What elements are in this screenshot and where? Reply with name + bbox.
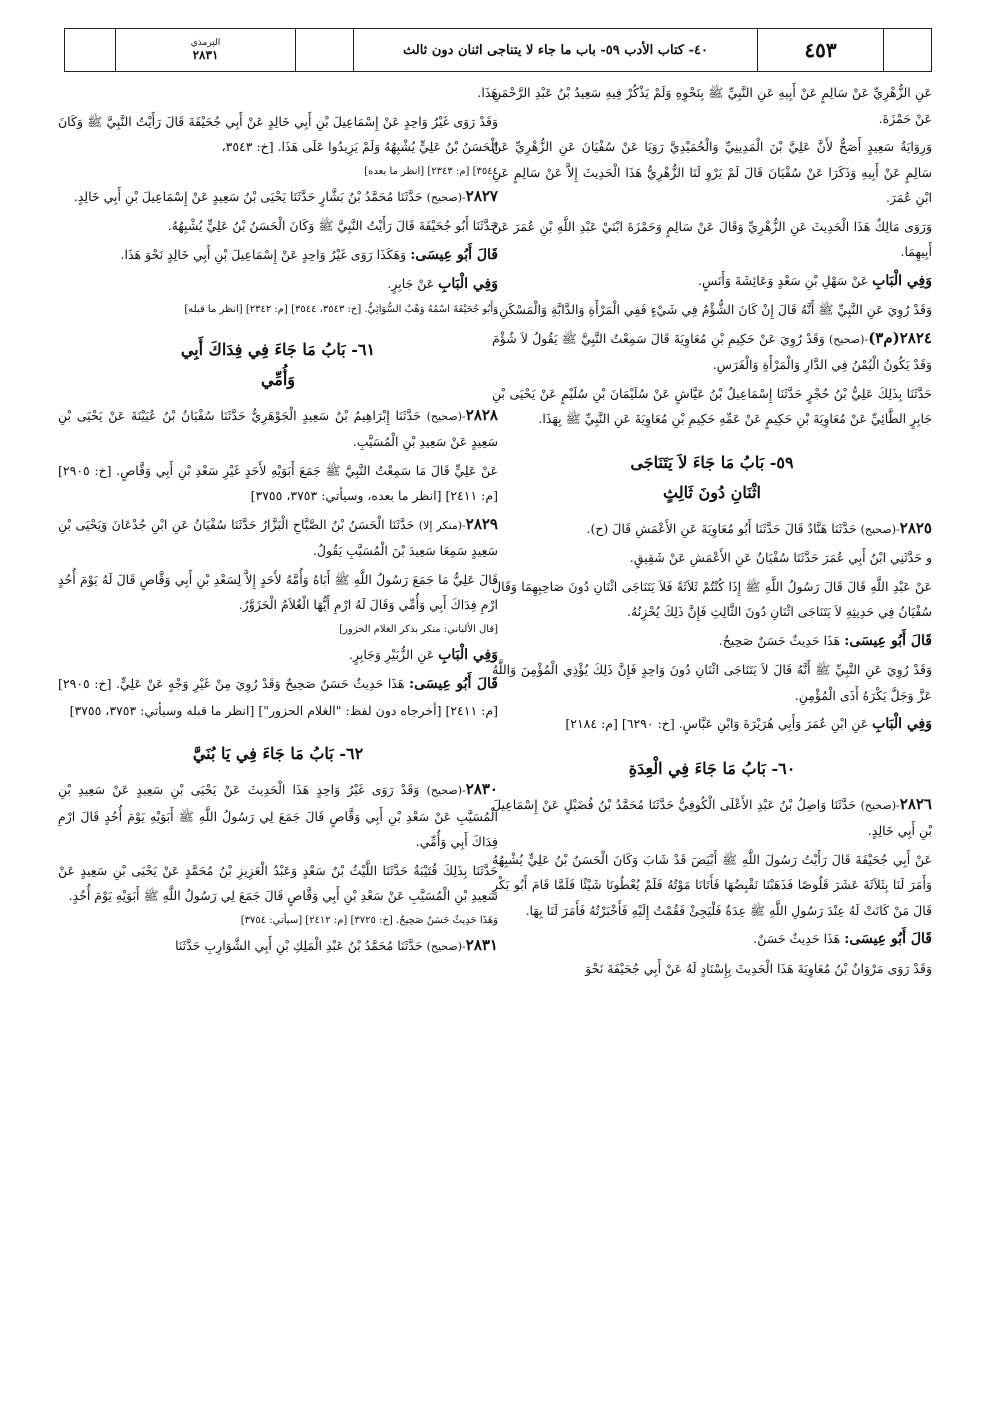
paragraph: حَدَّثَنَا أَبُو جُحَيْفَةَ قَالَ رَأَيْتُ النَّبِيَّ ﷺ وَكَانَ الْحَسَنُ بْنُ عَلِيٍّ يُشْبِهُهُ.: [167, 218, 498, 233]
tirmidhi-label: التِرمذي: [190, 38, 221, 48]
abu-isa-lead: قَالَ أَبُو عِيسَى:: [844, 931, 932, 947]
paragraph: هَذَا.: [477, 85, 498, 100]
hadith-range-number: ٢٨٣١: [192, 48, 219, 62]
hadith-grade: -(صحيح): [426, 409, 466, 423]
bab-lead: وَفِي الْبَابِ: [872, 716, 932, 732]
paragraph: حَدَّثَنَا بِذَلِكَ عَلِيُّ بْنُ حُجْرٍ حَدَّثَنَا إِسْمَاعِيلُ بْنُ عَيَّاشٍ عَنْ سُلَيْمَانَ بْنِ سُلَيْمٍ عَنْ يَحْيَى بْنِ جَابِرٍ الطَّائِيِّ عَنْ مُعَاوِيَةَ بْنِ حَكِيمٍ عَنْ عَمِّهِ حَكِيمِ بْنِ مُعَاوِيَةَ عَنِ النَّبِيِّ ﷺ بِهَذَا.: [492, 385, 932, 426]
hadith-2826: [492, 792, 932, 844]
abu-isa-text: هَذَا حَدِيثٌ حَسَنٌ.: [753, 931, 841, 946]
paragraph: عَنْ عَبْدِ اللَّهِ قَالَ قَالَ رَسُولُ اللَّهِ ﷺ إِذَا كُنْتُمْ ثَلاَثَةً فَلاَ يَتَنَاجَى اثْنَانِ دُونَ صَاحِبِهِمَا وَقَالَ سُفْيَانُ فِي حَدِيثِهِ لاَ يَتَنَاجَى اثْنَانِ دُونَ الثَّالِثِ فَإِنَّ ذَلِكَ يُحْزِنُهُ.: [492, 578, 932, 619]
header-blank-right: [883, 29, 931, 71]
hadith-2829: [58, 512, 498, 564]
hadith-number: ٢٨٢٦: [899, 794, 932, 813]
hadith-number: ٢٨٣١: [465, 935, 498, 954]
hadith-2825: [492, 516, 932, 543]
bab-text: عَنِ الزُّبَيْرِ وَجَابِرٍ.: [349, 646, 435, 662]
page-header: [64, 28, 932, 72]
abu-isa-comment: [58, 671, 498, 723]
hadith-grade: -(صحيح): [426, 784, 466, 797]
hadith-text: حَدَّثَنَا الْحَسَنُ بْنُ الصَّبَّاحِ الْبَزَّارُ حَدَّثَنَا سُفْيَانُ عَنِ ابْنِ جُدْعَانَ وَيَحْيَى بْنِ سَعِيدٍ سَمِعَا سَعِيدَ بْنَ الْمُسَيَّبِ يَقُولُ.: [58, 516, 498, 558]
hadith-text: وَقَدْ رُوِيَ عَنْ حَكِيمِ بْنِ مُعَاوِيَةَ قَالَ سَمِعْتُ النَّبِيَّ ﷺ يَقُولُ لاَ شُؤْمَ وَقَدْ يَكُونُ الْيُمْنُ فِي الدَّارِ وَالْمَرْأَةِ وَالْفَرَسِ.: [492, 330, 932, 372]
hadith-text: حَدَّثَنَا مُحَمَّدُ بْنُ بَشَّارٍ حَدَّثَنَا يَحْيَى بْنُ سَعِيدٍ عَنْ إِسْمَاعِيلَ بْنِ أَبِي خَالِدٍ.: [73, 188, 423, 204]
bab-lead: وَفِي الْبَابِ: [438, 646, 498, 663]
hadith-grade: -(صحيح): [829, 332, 869, 346]
bab-note: [58, 642, 498, 669]
header-tirmidhi-box: [115, 29, 295, 71]
section-title-line: ٥٩- بَابُ مَا جَاءَ لاَ يَتَنَاجَى: [630, 452, 794, 472]
hadith-grade: -(صحيح): [426, 939, 466, 953]
bab-lead: وَفِي الْبَابِ: [438, 276, 498, 292]
hadith-text: حَدَّثَنَا هَنَّادٌ قَالَ حَدَّثَنَا أَبُو مُعَاوِيَةَ عَنِ الأَعْمَشِ قَالَ (ح).: [586, 520, 857, 536]
paragraph: وَقَدْ رَوَى مَرْوَانُ بْنُ مُعَاوِيَةَ هَذَا الْحَدِيثَ بِإِسْنَادٍ لَهُ عَنْ أَبِي جُحَيْفَةَ نَحْوَ: [585, 960, 932, 976]
paragraph: وَقَدْ رُوِيَ عَنِ النَّبِيِّ ﷺ أَنَّهُ قَالَ إِنْ كَانَ الشُّؤْمُ فِي شَيْءٍ فَفِي الْمَرْأَةِ وَالدَّابَّةِ وَالْمَسْكَنِ.: [494, 302, 932, 317]
hadith-grade: -(صحيح): [860, 798, 900, 812]
hadith-number: ٢٨٢٤(م٣): [868, 328, 932, 347]
reference-note: ٣٥٤٤] [م: ٢٣٤٣] [انظر ما بعده]: [364, 165, 498, 177]
section-title-59: [492, 448, 932, 508]
hadith-grade: -(صحيح): [426, 190, 466, 204]
section-title-line: ٦١- بَابُ مَا جَاءَ فِي فِدَاكَ أَبِي: [180, 339, 376, 359]
hadith-text: وَقَدْ رَوَى غَيْرُ وَاحِدٍ هَذَا الْحَدِيثَ عَنْ يَحْيَى بْنِ سَعِيدٍ عَنْ سَعِيدِ بْنِ الْمُسَيَّبِ عَنْ سَعْدِ بْنِ أَبِي وَقَّاصٍ قَالَ جَمَعَ لِي رَسُولُ اللَّهِ ﷺ أَبَوَيْهِ يَوْمَ أُحُدٍ قَالَ ارْمِ فِدَاكَ أَبِي وَأُمِّي.: [58, 782, 498, 849]
section-title-line: وَأُمِّي: [260, 369, 296, 389]
paragraph: عَنْ أَبِي جُحَيْفَةَ قَالَ رَأَيْتُ رَسُولَ اللَّهِ ﷺ أَبْيَضَ قَدْ شَابَ وَكَانَ الْحَسَنُ بْنُ عَلِيٍّ يُشْبِهُهُ وَأَمَرَ لَنَا بِثَلاَثَةَ عَشَرَ قَلُوصًا فَذَهَبْنَا نَقْبِضُهَا فَأَتَانَا مَوْتُهُ فَلَمْ يُعْطُونَا شَيْئًا فَلَمَّا قَامَ أَبُو بَكْرٍ قَالَ مَنْ كَانَتْ لَهُ عِنْدَ رَسُولِ اللَّهِ ﷺ عِدَةٌ فَلْيَجِئْ فَقُمْتُ إِلَيْهِ فَأَخْبَرْتُهُ فَأَمَرَ لَنَا بِهَا.: [492, 851, 932, 918]
left-column: [58, 80, 498, 1380]
right-column: [492, 80, 932, 1380]
hadith-number: ٢٨٢٥: [899, 518, 932, 537]
abu-isa-lead: قَالَ أَبُو عِيسَى:: [409, 676, 498, 692]
paragraph: حَدَّثَنَا بِذَلِكَ قُتَيْبَةُ حَدَّثَنَا اللَّيْثُ بْنُ سَعْدٍ وَعَبْدُ الْعَزِيزِ بْنُ مُحَمَّدٍ عَنْ يَحْيَى بْنِ سَعِيدٍ عَنْ سَعِيدِ بْنِ الْمُسَيَّبِ عَنْ سَعْدِ بْنِ أَبِي وَقَّاصٍ قَالَ جَمَعَ لِي رَسُولُ اللَّهِ ﷺ أَبَوَيْهِ يَوْمَ أُحُدٍ.: [58, 862, 498, 903]
hadith-2831: [58, 933, 498, 960]
paragraph: وَأَبُو جُحَيْفَةَ اسْمُهُ وَهْبٌ السُّوَائِيُّ. [خ: ٣٥٤٣، ٣٥٤٤] [م: ٢٣٤٢] [انظر ما قبله]: [184, 303, 498, 315]
abu-isa-comment: [492, 628, 932, 655]
section-title-60: [492, 754, 932, 784]
bab-note: [58, 271, 498, 298]
bab-text: عَنْ جَابِرٍ.: [387, 276, 435, 291]
hadith-number: ٢٨٣٠: [465, 780, 498, 798]
paragraph: و حَدَّثَنِي ابْنُ أَبِي عُمَرَ حَدَّثَنَا سُفْيَانُ عَنِ الأَعْمَشِ عَنْ شَقِيقٍ.: [629, 550, 932, 565]
page-number: ٤٥٣: [757, 29, 883, 71]
hadith-text: حَدَّثَنَا إِبْرَاهِيمُ بْنُ سَعِيدٍ الْجَوْهَرِيُّ حَدَّثَنَا سُفْيَانُ بْنُ عُيَيْنَةَ عَنْ يَحْيَى بْنِ سَعِيدٍ عَنْ سَعِيدِ بْنِ الْمُسَيَّبِ.: [58, 407, 498, 449]
section-title-line: ٦٢- بَابُ مَا جَاءَ فِي يَا بُنَيَّ: [192, 744, 364, 763]
bab-text: عَنْ سَهْلِ بْنِ سَعْدٍ وَعَائِشَةَ وَأَنَسٍ.: [698, 272, 869, 288]
paragraph: وَرَوَى مَالِكٌ هَذَا الْحَدِيثَ عَنِ الزُّهْرِيِّ وَقَالَ عَنْ سَالِمٍ وَحَمْزَةَ ابْنَيْ عَبْدِ اللَّهِ بْنِ عُمَرَ عَنْ أَبِيهِمَا.: [492, 218, 932, 259]
abu-isa-text: هَذَا حَدِيثٌ حَسَنٌ صَحِيحٌ.: [718, 632, 841, 648]
hadith-2824: [492, 326, 932, 378]
paragraph: وَرِوَايَةُ سَعِيدٍ أَصَحُّ لأَنَّ عَلِيَّ بْنَ الْمَدِينِيِّ وَالْحُمَيْدِيَّ رَوَيَا عَنْ سُفْيَانَ عَنِ الزُّهْرِيِّ عَنْ سَالِمٍ عَنْ أَبِيهِ وَذَكَرَا عَنْ سُفْيَانَ قَالَ لَمْ يَرْوِ لَنَا الزُّهْرِيُّ هَذَا الْحَدِيثَ إِلاَّ عَنْ سَالِمٍ عَنِ ابْنِ عُمَرَ.: [492, 139, 932, 205]
hadith-number: ٢٨٢٧: [465, 186, 498, 205]
hadith-2828: [58, 403, 498, 455]
abu-isa-text: هَذَا حَدِيثٌ حَسَنٌ صَحِيحٌ وَقَدْ رُوِيَ مِنْ غَيْرِ وَجْهٍ عَنْ عَلِيٍّ. [خ: ٢٩٠٥] [م: ٢٤١١] [أخرجاه دون لفظ: "الغلام الحزور"] [انظر ما قبله وسيأتي: ٣٧٥٣، ٣٧٥٥]: [58, 676, 498, 718]
section-title-62: [58, 739, 498, 769]
paragraph: وَهَذَا حَدِيثٌ حَسَنٌ صَحِيحٌ. [خ: ٣٧٢٥] [م: ٢٤١٢] [سيأتي: ٣٧٥٤]: [240, 914, 498, 926]
paragraph: عَنْ عَلِيٍّ قَالَ مَا سَمِعْتُ النَّبِيَّ ﷺ جَمَعَ أَبَوَيْهِ لأَحَدٍ غَيْرِ سَعْدِ بْنِ أَبِي وَقَّاصٍ. [خ: ٢٩٠٥] [م: ٢٤١١] [انظر ما بعده، وسيأتي: ٣٧٥٣، ٣٧٥٥]: [58, 462, 498, 503]
hadith-number: ٢٨٢٨: [465, 405, 498, 424]
hadith-grade: -(منكر إلا): [418, 518, 466, 532]
hadith-2827: [58, 184, 498, 211]
hadith-text: حَدَّثَنَا وَاصِلُ بْنُ عَبْدِ الأَعْلَى الْكُوفِيُّ حَدَّثَنَا مُحَمَّدُ بْنُ فُضَيْلٍ عَنْ إِسْمَاعِيلَ بْنِ أَبِي خَالِدٍ.: [492, 796, 932, 838]
section-title-line: اثْنَانِ دُونَ ثَالِثٍ: [662, 482, 761, 502]
hadith-2830: [58, 777, 498, 855]
abu-isa-comment: [492, 926, 932, 953]
bab-text: عَنِ ابْنِ عُمَرَ وَأَبِي هُرَيْرَةَ وَابْنِ عَبَّاسٍ. [خ: ٦٢٩٠] [م: ٢١٨٤]: [565, 716, 869, 731]
hadith-grade: -(صحيح): [860, 522, 900, 536]
bab-note: [492, 268, 932, 295]
paragraph: وَقَدْ رُوِيَ عَنِ النَّبِيِّ ﷺ أَنَّهُ قَالَ لاَ يَتَنَاجَى اثْنَانِ دُونَ وَاحِدٍ فَإِنَّ ذَلِكَ يُؤْذِي الْمُؤْمِنَ وَاللَّهُ عَزَّ وَجَلَّ يَكْرَهُ أَذَى الْمُؤْمِنِ.: [492, 662, 932, 703]
paragraph: قَالَ عَلِيٌّ مَا جَمَعَ رَسُولُ اللَّهِ ﷺ أَبَاهُ وَأُمَّهُ لأَحَدٍ إِلاَّ لِسَعْدِ بْنِ أَبِي وَقَّاصٍ قَالَ لَهُ يَوْمَ أُحُدٍ ارْمِ فِدَاكَ أَبِي وَأُمِّي وَقَالَ لَهُ ارْمِ أَيُّهَا الْغُلاَمُ الْحَزَوَّرُ.: [58, 571, 498, 612]
paragraph: وَقَدْ رَوَى غَيْرُ وَاحِدٍ عَنْ إِسْمَاعِيلَ بْنِ أَبِي خَالِدٍ عَنْ أَبِي جُحَيْفَةَ قَالَ رَأَيْتُ النَّبِيَّ ﷺ وَكَانَ الْحَسَنُ بْنُ عَلِيٍّ يُشْبِهُهُ وَلَمْ يَزِيدُوا عَلَى هَذَا. [خ: ٣٥٤٣،: [58, 113, 498, 154]
abu-isa-comment: [58, 242, 498, 269]
bab-lead: وَفِي الْبَابِ: [872, 272, 932, 289]
abu-isa-lead: قَالَ أَبُو عِيسَى:: [410, 246, 498, 263]
abu-isa-text: وَهَكَذَا رَوَى غَيْرُ وَاحِدٍ عَنْ إِسْمَاعِيلَ بْنِ أَبِي خَالِدٍ نَحْوَ هَذَا.: [120, 246, 407, 262]
paragraph: عَنِ الزُّهْرِيِّ عَنْ سَالِمٍ عَنْ أَبِيهِ عَنِ النَّبِيِّ ﷺ بِنَحْوِهِ وَلَمْ يَذْكُرْ فِيهِ سَعِيدُ بْنُ عَبْدِ الرَّحْمَنِ عَنْ حَمْزَةَ.: [492, 85, 932, 126]
abu-isa-lead: قَالَ أَبُو عِيسَى:: [844, 632, 932, 649]
chapter-title: ٤٠- كتاب الأدب ٥٩- باب ما جاء لا يتناجى اثنان دون ثالث: [353, 29, 757, 71]
albani-note: [قال الألباني: منكر بذكر الغلام الحزور]: [339, 623, 498, 635]
bab-note: [492, 711, 932, 738]
hadith-text: حَدَّثَنَا مُحَمَّدُ بْنُ عَبْدِ الْمَلِكِ بْنِ أَبِي الشَّوَارِبِ حَدَّثَنَا: [175, 937, 423, 953]
header-blank-left: [65, 29, 115, 71]
section-title-line: ٦٠- بَابُ مَا جَاءَ فِي الْعِدَةِ: [628, 758, 796, 778]
section-title-61: [58, 335, 498, 395]
hadith-number: ٢٨٢٩: [465, 514, 498, 533]
header-blank-mid: [295, 29, 353, 71]
